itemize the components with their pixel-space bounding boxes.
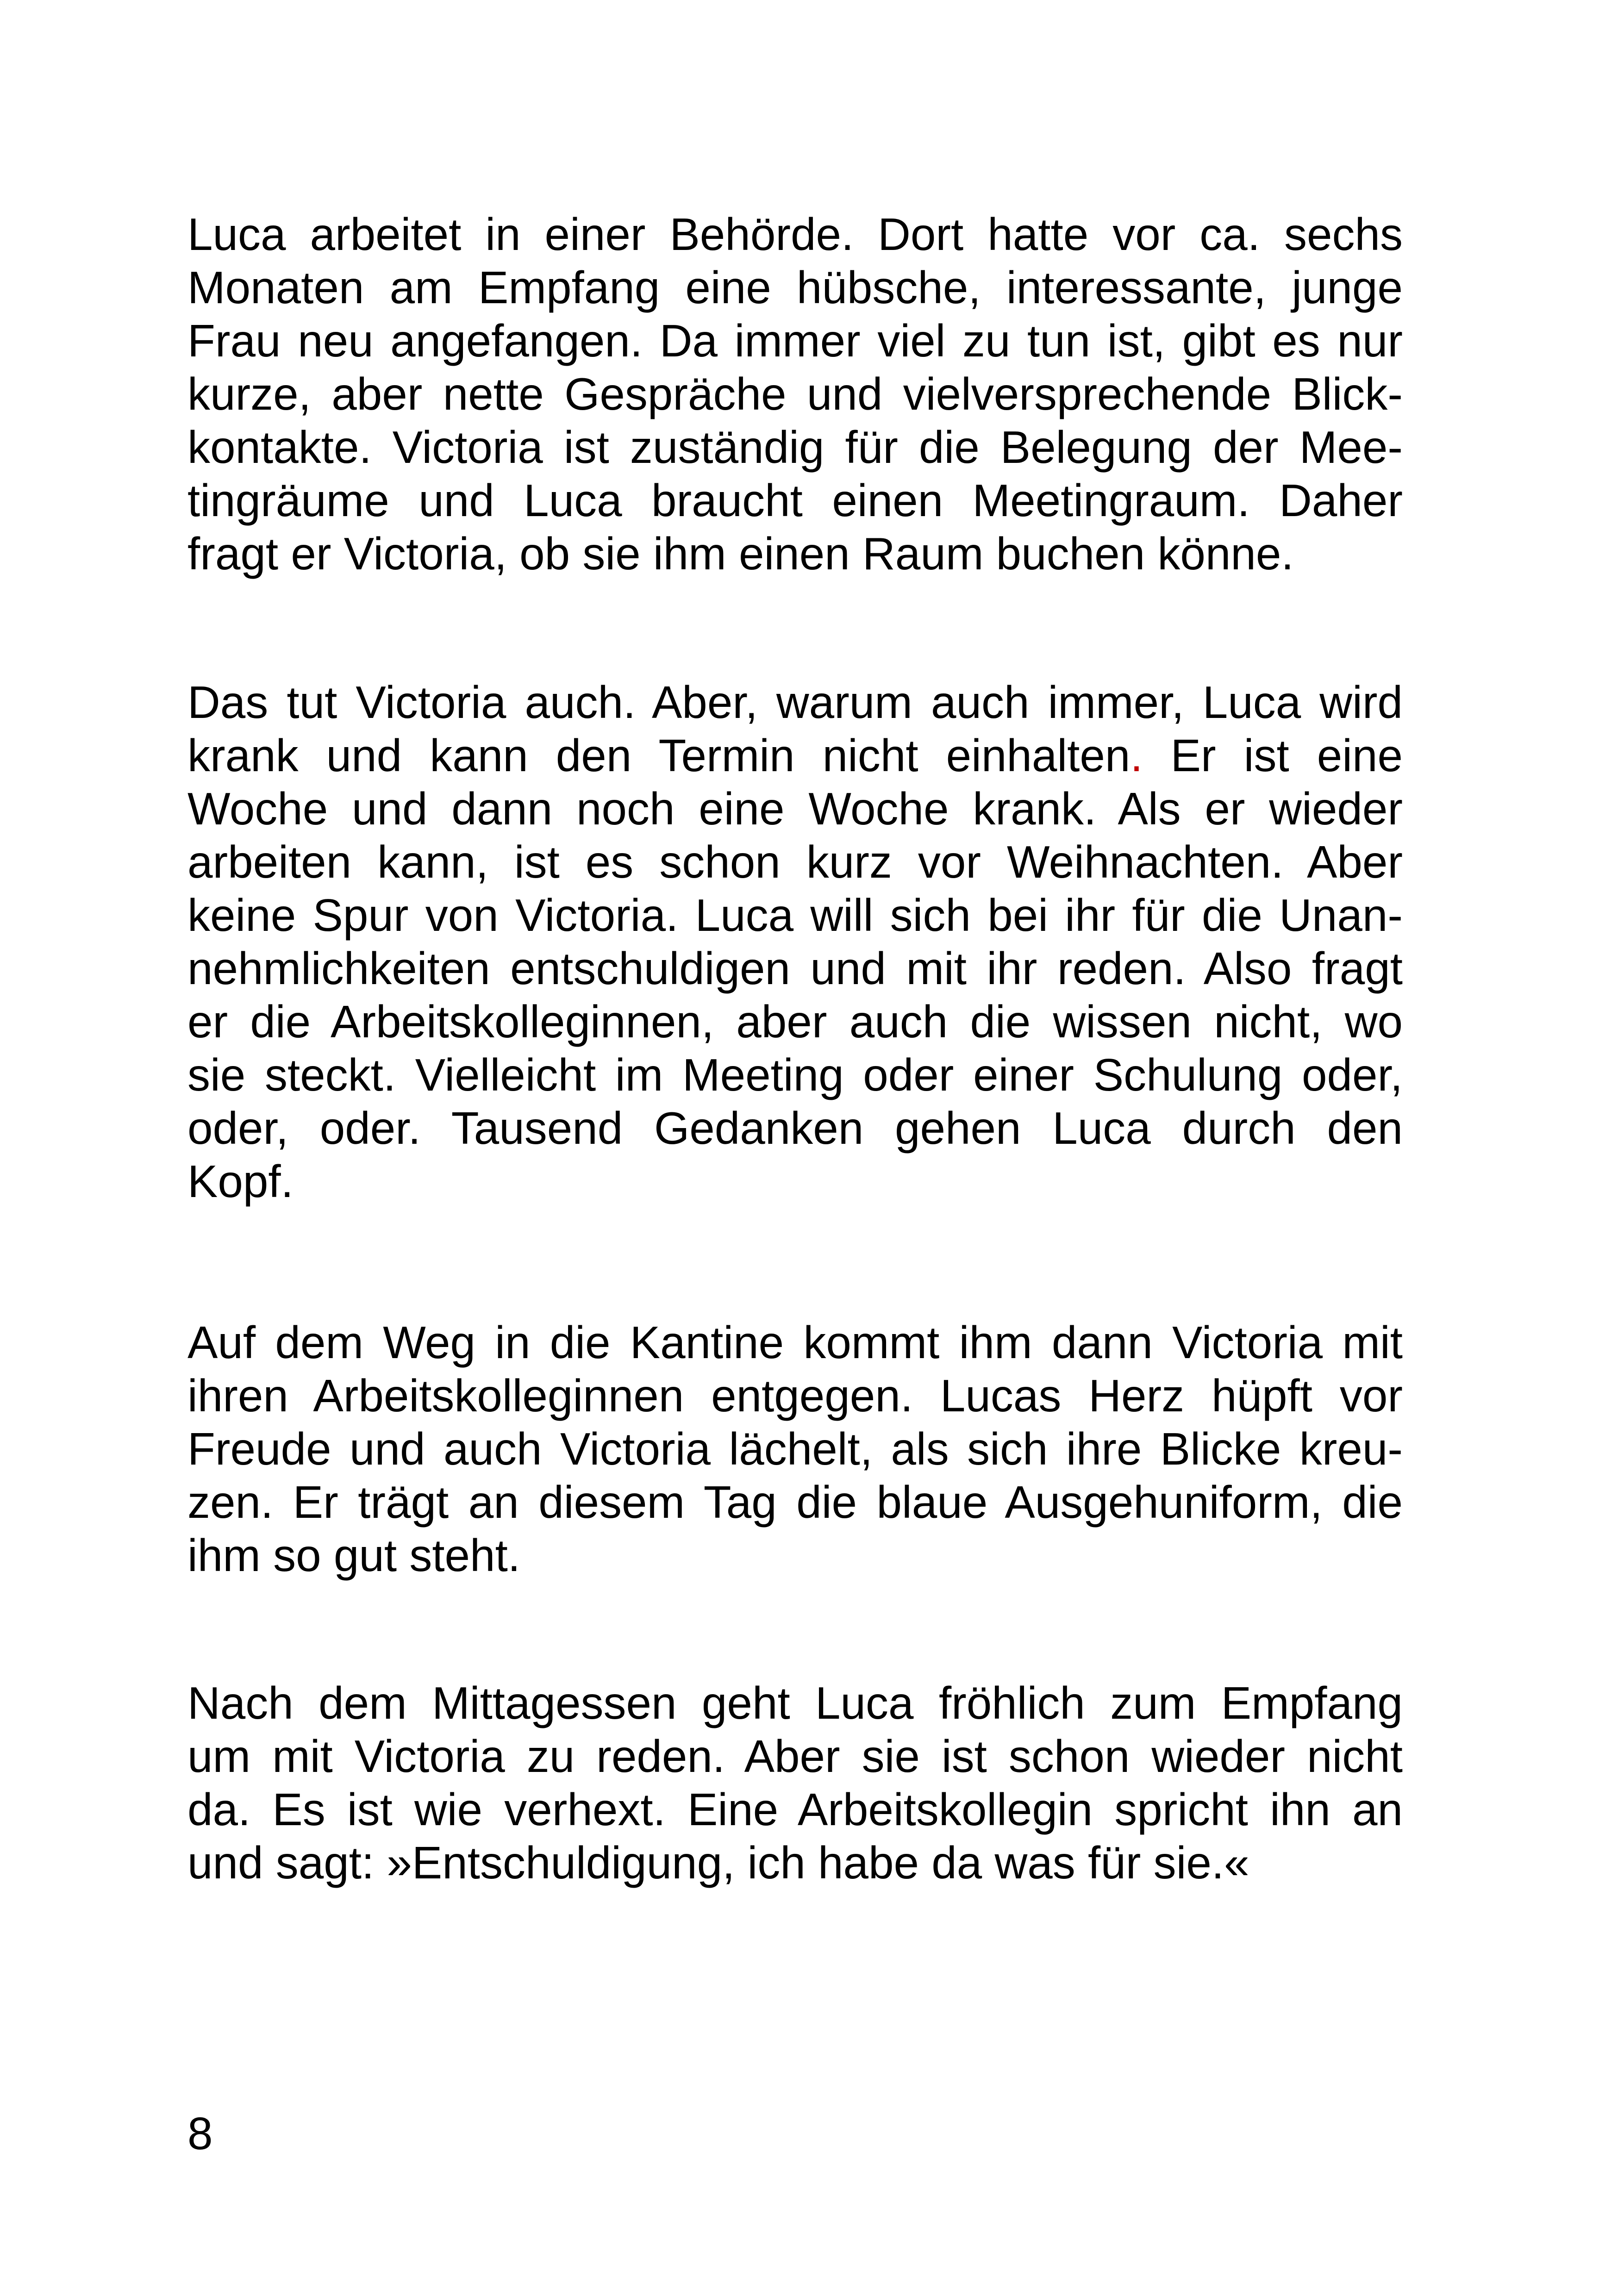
text-line: Monaten am Empfang eine hübsche, interessante, junge [187, 262, 1403, 313]
text-line: Luca arbeitet in einer Behörde. Dort hatte vor ca. sechs [187, 209, 1403, 260]
text-line: arbeiten kann, ist es schon kurz vor Weihnachten. Aber [187, 836, 1403, 887]
page-number: 8 [187, 2108, 213, 2159]
text-line: nehmlichkeiten entschuldigen und mit ihr reden. Also fragt [187, 943, 1403, 994]
paragraph-3 [187, 1316, 1403, 1582]
text-line: und sagt: »Entschuldigung, ich habe da was für sie.« [187, 1837, 1249, 1888]
text-line: um mit Victoria zu reden. Aber sie ist schon wieder nicht [187, 1731, 1403, 1782]
text-line: da. Es ist wie verhext. Eine Arbeitskollegin spricht ihn an [187, 1784, 1403, 1835]
text-line: kurze, aber nette Gespräche und vielversprechende Blick- [187, 368, 1403, 419]
text-line: fragt er Victoria, ob sie ihm einen Raum buchen könne. [187, 528, 1294, 579]
text-line: ihm so gut steht. [187, 1530, 521, 1581]
text-line: Auf dem Weg in die Kantine kommt ihm dann Victoria mit [187, 1317, 1403, 1368]
text-line: oder, oder. Tausend Gedanken gehen Luca durch den [187, 1103, 1403, 1154]
paragraph-2 [187, 676, 1403, 1208]
text-line: Kopf. [187, 1156, 294, 1207]
text-line: zen. Er trägt an diesem Tag die blaue Ausgehuniform, die [187, 1477, 1403, 1528]
text-line [187, 729, 1403, 782]
text-line: Woche und dann noch eine Woche krank. Als er wieder [187, 783, 1403, 834]
text-line: sie steckt. Vielleicht im Meeting oder einer Schulung oder, [187, 1049, 1403, 1100]
text-line: kontakte. Victoria ist zuständig für die Belegung der Mee- [187, 422, 1403, 473]
paragraph-1 [187, 208, 1403, 580]
text-line: er die Arbeitskolleginnen, aber auch die wissen nicht, wo [187, 996, 1403, 1047]
red-period-mark: . [1130, 730, 1143, 781]
text-segment: krank und kann den Termin nicht einhalten [187, 730, 1131, 781]
text-line: Freude und auch Victoria lächelt, als sich ihre Blicke kreu- [187, 1423, 1403, 1474]
text-segment: Er ist eine [1143, 730, 1403, 781]
text-line: tingräume und Luca braucht einen Meetingraum. Daher [187, 475, 1403, 526]
text-line: Das tut Victoria auch. Aber, warum auch immer, Luca wird [187, 677, 1403, 728]
paragraph-4 [187, 1677, 1403, 1890]
text-line: Nach dem Mittagessen geht Luca fröhlich zum Empfang [187, 1678, 1403, 1728]
text-line: keine Spur von Victoria. Luca will sich bei ihr für die Unan- [187, 890, 1403, 941]
text-line: Frau neu angefangen. Da immer viel zu tun ist, gibt es nur [187, 315, 1403, 366]
text-line: ihren Arbeitskolleginnen entgegen. Lucas Herz hüpft vor [187, 1370, 1403, 1421]
